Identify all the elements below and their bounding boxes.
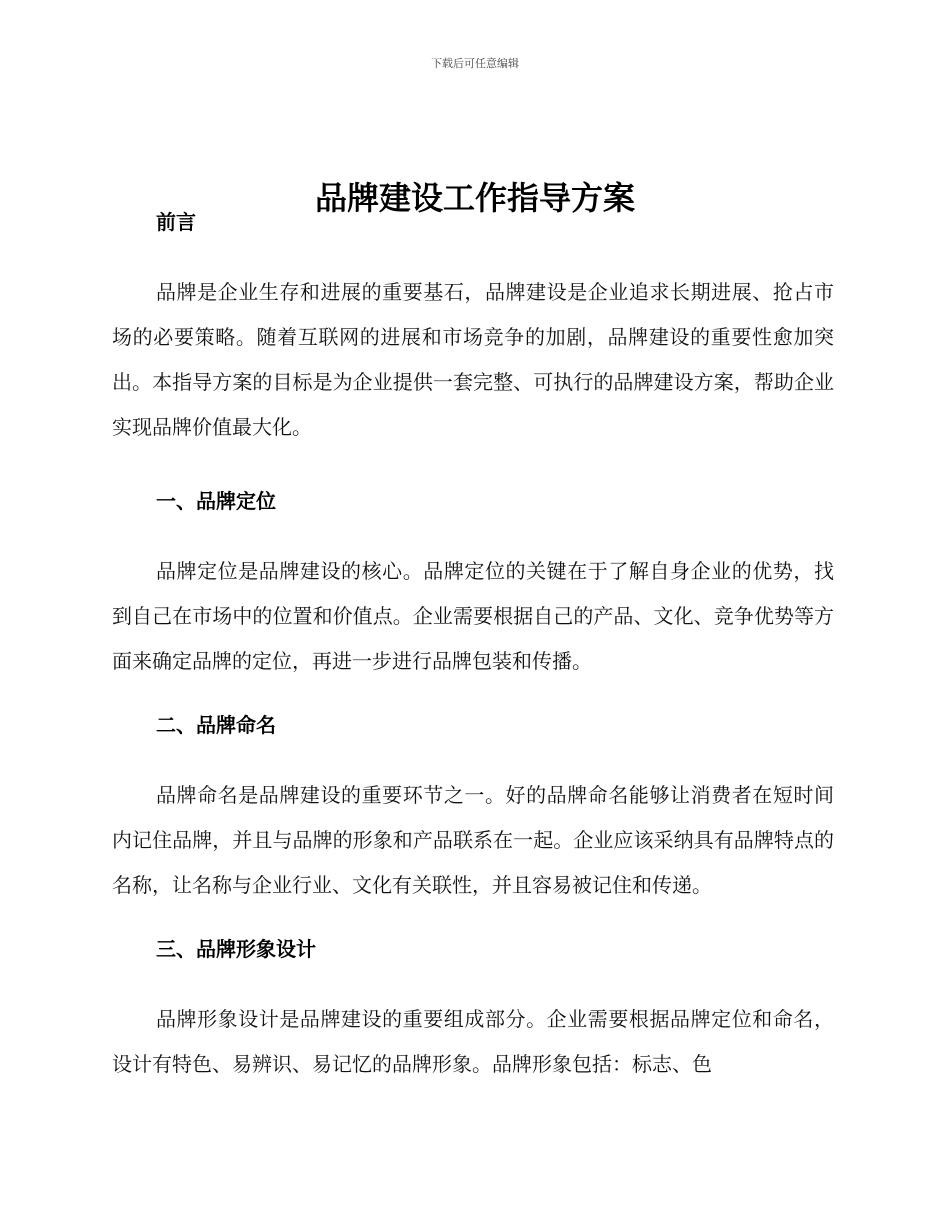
preface-heading: 前言 [156,210,196,234]
page-header-note: 下载后可任意编辑 [431,57,519,70]
section-heading-brand-positioning: 一、品牌定位 [156,489,276,513]
section-paragraph-brand-image-design: 品牌形象设计是品牌建设的重要组成部分。企业需要根据品牌定位和命名，设计有特色、易辨识、易记忆的品牌形象。品牌形象包括：标志、色 [112,1007,834,1076]
document-body [112,206,834,1087]
document-title: 品牌建设工作指导方案 [314,179,635,218]
preface-paragraph: 品牌是企业生存和进展的重要基石，品牌建设是企业追求长期进展、抢占市场的必要策略。随着互联网的进展和市场竞争的加剧，品牌建设的重要性愈加突出。本指导方案的目标是为企业提供一套完整、可执行的品牌建设方案，帮助企业实现品牌价值最大化。 [112,280,834,439]
section-heading-brand-naming: 二、品牌命名 [156,713,276,737]
section-heading-brand-image-design: 三、品牌形象设计 [156,937,316,961]
section-paragraph-brand-naming: 品牌命名是品牌建设的重要环节之一。好的品牌命名能够让消费者在短时间内记住品牌，并且与品牌的形象和产品联系在一起。企业应该采纳具有品牌特点的名称，让名称与企业行业、文化有关联性，并且容易被记住和传递。 [112,783,834,897]
section-paragraph-brand-positioning: 品牌定位是品牌建设的核心。品牌定位的关键在于了解自身企业的优势，找到自己在市场中的位置和价值点。企业需要根据自己的产品、文化、竞争优势等方面来确定品牌的定位，再进一步进行品牌包装和传播。 [112,559,834,673]
